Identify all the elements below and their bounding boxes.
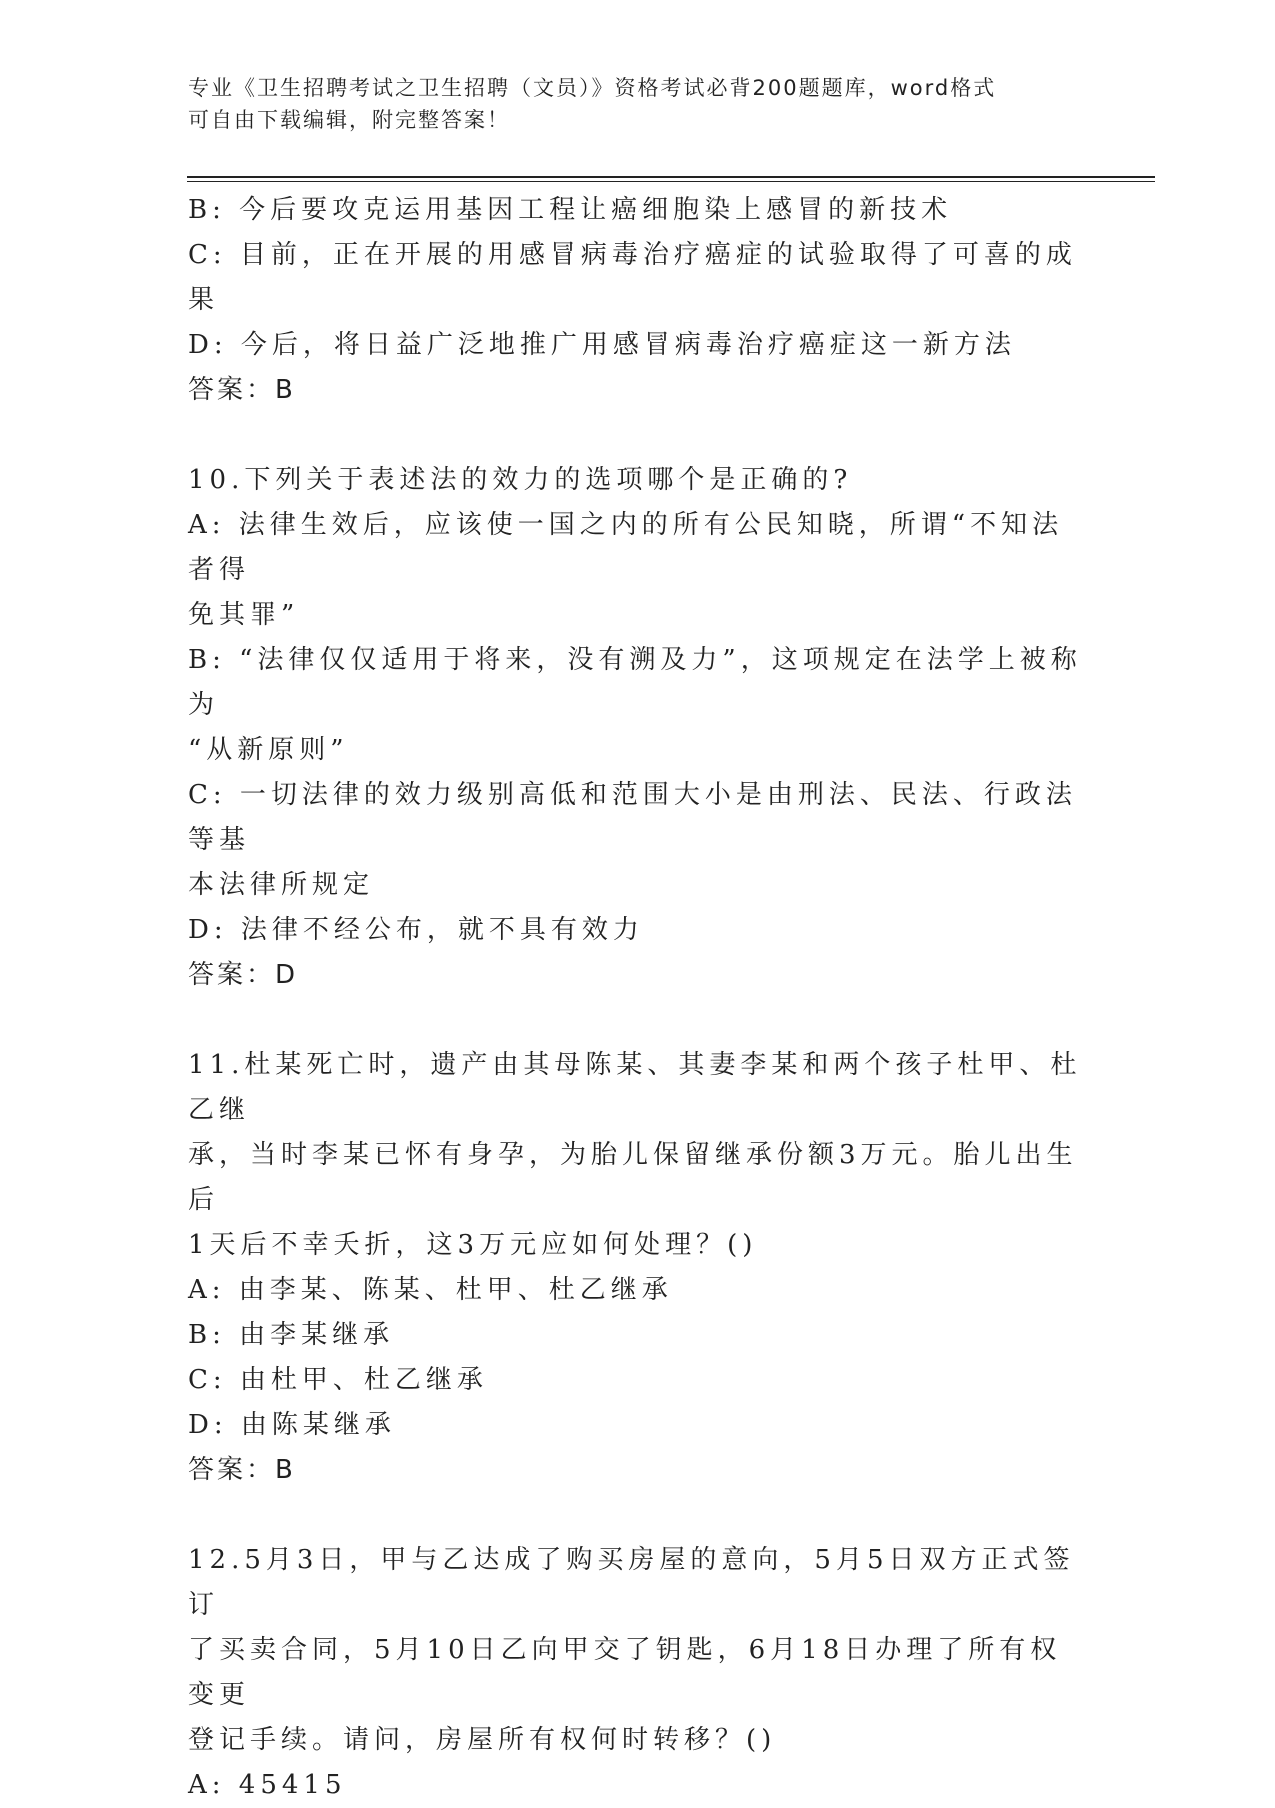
option-b: B: 由李某继承 <box>188 1320 395 1350</box>
question-text: 12.5月3日，甲与乙达成了购买房屋的意向，5月5日双方正式签订 <box>188 1545 1075 1620</box>
question-text: 11.杜某死亡时，遗产由其母陈某、其妻李某和两个孩子杜甲、杜乙继 <box>188 1050 1082 1125</box>
option-a-cont: 免其罪” <box>188 600 300 630</box>
option-a: A: 法律生效后，应该使一国之内的所有公民知晓，所谓“不知法者得 <box>188 510 1064 585</box>
header-title-line-1: 专业《卫生招聘考试之卫生招聘（文员）》资格考试必背200题题库，word格式 <box>188 76 997 100</box>
option-c: C: 目前，正在开展的用感冒病毒治疗癌症的试验取得了可喜的成果 <box>188 240 1077 315</box>
option-a: A: 由李某、陈某、杜甲、杜乙继承 <box>188 1275 673 1305</box>
option-d: D: 今后，将日益广泛地推广用感冒病毒治疗癌症这一新方法 <box>188 330 1016 360</box>
question-text-cont: 登记手续。请问，房屋所有权何时转移？() <box>188 1725 777 1755</box>
question-block-12 <box>188 1538 1088 1808</box>
option-c: C: 由杜甲、杜乙继承 <box>188 1365 488 1395</box>
option-a: A: 45415 <box>188 1770 347 1800</box>
spacer <box>188 1493 1088 1538</box>
option-b: B: 今后要攻克运用基因工程让癌细胞染上感冒的新技术 <box>188 195 953 225</box>
option-d: D: 法律不经公布，就不具有效力 <box>188 915 644 945</box>
option-c: C: 一切法律的效力级别高低和范围大小是由刑法、民法、行政法等基 <box>188 780 1077 855</box>
option-b-cont: “从新原则” <box>188 735 349 765</box>
question-text-cont: 承，当时李某已怀有身孕，为胎儿保留继承份额3万元。胎儿出生后 <box>188 1140 1078 1215</box>
question-block-11 <box>188 1043 1088 1493</box>
question-list <box>188 188 1088 1808</box>
question-block-9 <box>188 188 1088 413</box>
header-title-line-2: 可自由下载编辑，附完整答案！ <box>188 108 510 132</box>
option-b: B: “法律仅仅适用于将来，没有溯及力”，这项规定在法学上被称为 <box>188 645 1082 720</box>
answer: 答案：D <box>188 960 299 990</box>
question-text-cont: 1天后不幸夭折，这3万元应如何处理？() <box>188 1230 758 1260</box>
answer: 答案：B <box>188 1455 296 1485</box>
answer: 答案：B <box>188 375 296 405</box>
option-d: D: 由陈某继承 <box>188 1410 396 1440</box>
spacer <box>188 998 1088 1043</box>
question-text-cont: 了买卖合同，5月10日乙向甲交了钥匙，6月18日办理了所有权变更 <box>188 1635 1062 1710</box>
question-block-10 <box>188 458 1088 998</box>
header-divider <box>187 176 1155 178</box>
spacer <box>188 413 1088 458</box>
question-text: 10.下列关于表述法的效力的选项哪个是正确的? <box>188 465 853 495</box>
header-divider-thin <box>187 181 1155 182</box>
option-c-cont: 本法律所规定 <box>188 870 375 900</box>
page-header <box>188 72 1068 136</box>
